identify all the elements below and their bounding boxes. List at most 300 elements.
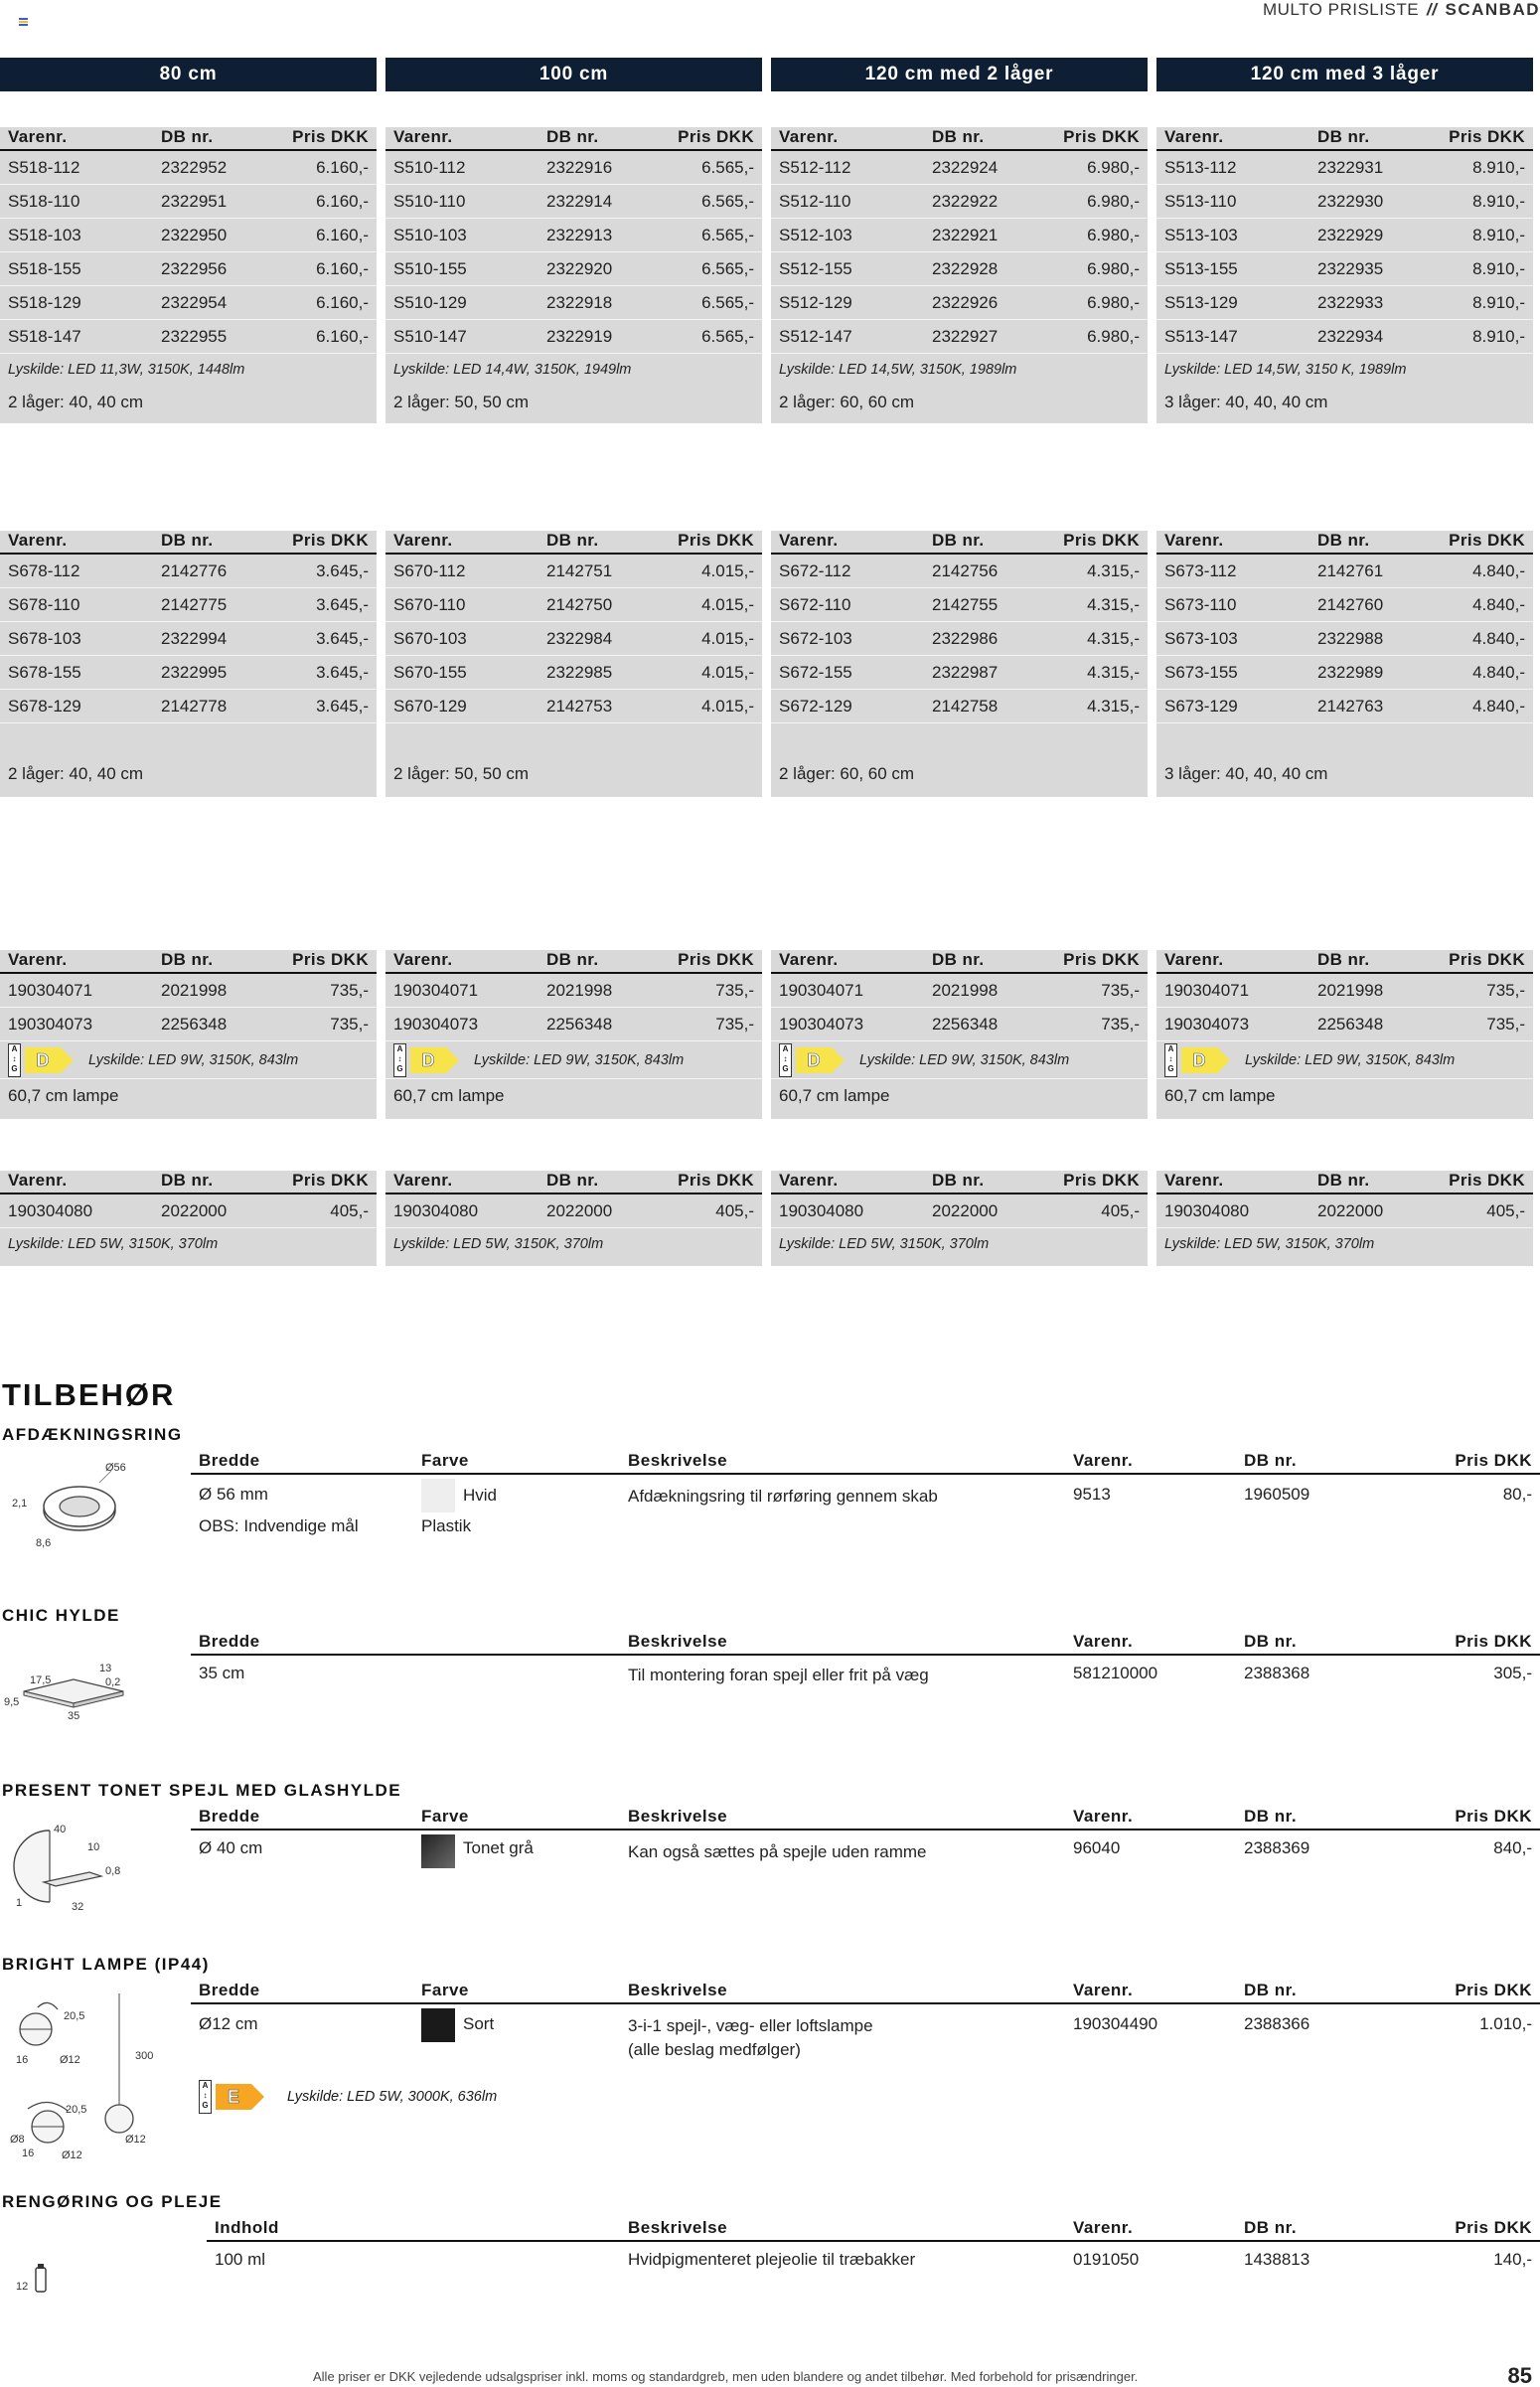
- lamp-note: 60,7 cm lampe: [1164, 1086, 1276, 1105]
- accessories-title: TILBEHØR: [2, 1377, 176, 1412]
- col-varenr: Varenr.: [393, 1171, 453, 1190]
- table-row: [771, 690, 1148, 723]
- present-dim-2: 10: [87, 1841, 100, 1853]
- cell-varenr: 9513: [1073, 1485, 1111, 1504]
- col-pris: Pris DKK: [1455, 2218, 1532, 2237]
- table-row: [1156, 1008, 1533, 1041]
- col-pris: Pris DKK: [678, 127, 754, 146]
- color-swatch: [421, 2008, 455, 2042]
- table-row: [1156, 622, 1533, 656]
- col-pris: Pris DKK: [292, 1171, 369, 1190]
- bright-table: [191, 1983, 1540, 2114]
- cell-pris: 4.315,-: [1087, 696, 1140, 716]
- cell-pris: 6.565,-: [701, 326, 754, 346]
- cell-varenr: 96040: [1073, 1838, 1121, 1857]
- table-row: [385, 622, 762, 656]
- cell-pris: 6.160,-: [316, 225, 369, 244]
- cell-db: 2322929: [1317, 225, 1384, 244]
- cell-pris: 4.840,-: [1472, 662, 1525, 682]
- cell-db: 2322952: [161, 157, 228, 177]
- col-varenr: Varenr.: [1164, 1171, 1224, 1190]
- cell-pris: 6.980,-: [1087, 326, 1140, 346]
- cell-db: 2256348: [932, 1014, 999, 1034]
- table-row: [771, 588, 1148, 622]
- cell-varenr: S672-155: [779, 662, 852, 682]
- cell-varenr: S512-155: [779, 258, 852, 278]
- cell-varenr: S678-129: [8, 696, 81, 716]
- footer-disclaimer: Alle priser er DKK vejledende udsalgspriser inkl. moms og standardgreb, men uden blandere og andet tilbehør. Med forbehold for prisændringer.: [313, 2369, 1139, 2384]
- cell-db: 2322927: [932, 326, 999, 346]
- cell-bredde: OBS: Indvendige mål: [199, 1516, 359, 1535]
- cell-db: 2022000: [161, 1200, 228, 1220]
- cell-pris: 4.315,-: [1087, 662, 1140, 682]
- bright-dim-8: Ø12: [62, 2149, 82, 2161]
- product-block-s2-1: [0, 531, 377, 797]
- table-row: [1156, 185, 1533, 219]
- cell-pris: 4.840,-: [1472, 594, 1525, 614]
- cell-pris: 4.015,-: [701, 662, 754, 682]
- cell-pris: 140,-: [1493, 2250, 1532, 2269]
- cell-db: 2322987: [932, 662, 999, 682]
- col-bredde: Bredde: [199, 1451, 260, 1470]
- table-row: [1156, 656, 1533, 690]
- table-header: [771, 1171, 1148, 1194]
- cell-varenr: 190304080: [1164, 1200, 1250, 1220]
- col-farve: Farve: [421, 1451, 469, 1470]
- cell-db: 2322924: [932, 157, 999, 177]
- table-row: [0, 219, 377, 252]
- chic-hylde-dim-5: 35: [68, 1710, 80, 1722]
- bright-dim-4: 300: [135, 2050, 154, 2062]
- cell-db: 2322926: [932, 292, 999, 312]
- cell-pris: 405,-: [1101, 1200, 1140, 1220]
- cell-db: 2322988: [1317, 628, 1384, 648]
- table-row: [771, 622, 1148, 656]
- table-row: [385, 286, 762, 320]
- light-spec: Lyskilde: LED 14,5W, 3150K, 1989lm: [779, 362, 1017, 378]
- table-row: [0, 622, 377, 656]
- cell-db: 2021998: [1317, 980, 1384, 1000]
- chic-hylde-dim-1: 17,5: [30, 1674, 52, 1686]
- chic-hylde-dim-2: 13: [99, 1663, 112, 1674]
- cell-bredde: Ø12 cm: [199, 2014, 258, 2033]
- table-row: [0, 185, 377, 219]
- table-row: [385, 219, 762, 252]
- col-db: DB nr.: [932, 531, 985, 550]
- chic-hylde-dim-3: 0,2: [105, 1676, 121, 1688]
- spacer: [0, 723, 377, 757]
- spacer: [771, 723, 1148, 757]
- light-spec: Lyskilde: LED 9W, 3150K, 843lm: [88, 1051, 299, 1068]
- col-pris: Pris DKK: [1063, 1171, 1140, 1190]
- cell-db: 2322995: [161, 662, 228, 682]
- present-table-header: [191, 1809, 1540, 1830]
- col-pris: Pris DKK: [1455, 1632, 1532, 1651]
- chic-hylde-drawing: [4, 1654, 133, 1723]
- cell-varenr: 190304071: [393, 980, 479, 1000]
- cell-db: 2142756: [932, 560, 999, 580]
- header-title: MULTO PRISLISTE: [1262, 0, 1420, 19]
- col-varenr: Varenr.: [1073, 2218, 1134, 2237]
- col-db: DB nr.: [546, 1171, 599, 1190]
- cell-varenr: S518-155: [8, 258, 81, 278]
- col-farve: Farve: [421, 1981, 469, 1999]
- light-spec: Lyskilde: LED 5W, 3150K, 370lm: [779, 1236, 990, 1252]
- cell-varenr: S512-112: [779, 157, 851, 177]
- cell-varenr: S670-155: [393, 662, 467, 682]
- light-spec: Lyskilde: LED 9W, 3150K, 843lm: [859, 1051, 1070, 1068]
- cell-pris: 735,-: [330, 980, 369, 1000]
- cell-pris: 1.010,-: [1479, 2014, 1532, 2033]
- present-title: PRESENT TONET SPEJL MED GLASHYLDE: [2, 1781, 402, 1800]
- cell-indhold: 100 ml: [215, 2250, 266, 2269]
- energy-scale-bottom: G: [782, 1063, 789, 1073]
- cell-db: 2142775: [161, 594, 228, 614]
- col-db: DB nr.: [1244, 2218, 1298, 2237]
- energy-class-badge: D: [1181, 1047, 1217, 1073]
- table-row: [191, 1475, 1540, 1512]
- cell-db: 2322922: [932, 191, 999, 211]
- cell-varenr: S672-103: [779, 628, 852, 648]
- cell-db: 2322986: [932, 628, 999, 648]
- bright-light-spec: Lyskilde: LED 5W, 3000K, 636lm: [287, 2089, 498, 2105]
- cell-pris: 735,-: [715, 1014, 754, 1034]
- col-header-120-3: 120 cm med 3 låger: [1156, 58, 1533, 91]
- table-row: [0, 1194, 377, 1228]
- cell-db: 2142758: [932, 696, 999, 716]
- cell-db: 2388366: [1244, 2014, 1310, 2033]
- cell-db: 2021998: [932, 980, 999, 1000]
- light-spec: Lyskilde: LED 11,3W, 3150K, 1448lm: [8, 362, 245, 378]
- table-row: [771, 252, 1148, 286]
- col-varenr: Varenr.: [779, 1171, 839, 1190]
- energy-scale-top: A: [11, 1043, 18, 1053]
- cell-beskrivelse-2: (alle beslag medfølger): [628, 2040, 801, 2059]
- cell-db: 2322950: [161, 225, 228, 244]
- cell-varenr: S512-103: [779, 225, 852, 244]
- table-header: [771, 127, 1148, 151]
- table-row: [191, 1512, 1540, 1536]
- col-bredde: Bredde: [199, 1632, 260, 1651]
- col-pris: Pris DKK: [1063, 531, 1140, 550]
- cell-varenr: 190304073: [1164, 1014, 1250, 1034]
- cell-pris: 3.645,-: [316, 696, 369, 716]
- cell-pris: 840,-: [1493, 1838, 1532, 1857]
- cell-varenr: S518-129: [8, 292, 81, 312]
- energy-row: [385, 1041, 762, 1079]
- cell-db: 2021998: [546, 980, 613, 1000]
- col-db: DB nr.: [546, 950, 599, 969]
- cell-pris: 8.910,-: [1472, 258, 1525, 278]
- col-pris: Pris DKK: [292, 127, 369, 146]
- table-row: [1156, 555, 1533, 588]
- col-varenr: Varenr.: [1164, 127, 1224, 146]
- energy-class-badge: D: [25, 1047, 61, 1073]
- cell-varenr: S518-112: [8, 157, 80, 177]
- table-row: [385, 185, 762, 219]
- product-block-s2-4: [1156, 531, 1533, 797]
- cell-db: 2322989: [1317, 662, 1384, 682]
- table-row: [1156, 588, 1533, 622]
- cell-varenr: S678-103: [8, 628, 81, 648]
- cell-pris: 735,-: [715, 980, 754, 1000]
- cell-bredde: Ø 56 mm: [199, 1485, 268, 1504]
- cell-varenr: S512-110: [779, 191, 851, 211]
- cell-varenr: S678-112: [8, 560, 80, 580]
- light-spec: Lyskilde: LED 5W, 3150K, 370lm: [8, 1236, 219, 1252]
- cell-varenr: 190304080: [779, 1200, 864, 1220]
- product-block-3: [771, 127, 1148, 423]
- door-note: 3 låger: 40, 40, 40 cm: [1164, 764, 1328, 783]
- cell-db: 2256348: [161, 1014, 228, 1034]
- cell-pris: 6.980,-: [1087, 292, 1140, 312]
- cell-varenr: 190304071: [779, 980, 864, 1000]
- cell-varenr: 190304080: [8, 1200, 93, 1220]
- table-row: [771, 185, 1148, 219]
- cell-beskrivelse: Afdækningsring til rørføring gennem skab: [628, 1487, 938, 1506]
- door-note: 2 låger: 50, 50 cm: [393, 393, 530, 411]
- cell-db: 2322955: [161, 326, 228, 346]
- col-varenr: Varenr.: [1073, 1632, 1134, 1651]
- col-db: DB nr.: [161, 1171, 214, 1190]
- col-pris: Pris DKK: [1063, 127, 1140, 146]
- cell-pris: 6.565,-: [701, 225, 754, 244]
- col-db: DB nr.: [1317, 1171, 1370, 1190]
- table-header: [0, 127, 377, 151]
- bright-dim-2: 16: [16, 2054, 29, 2066]
- cell-beskrivelse: Hvidpigmenteret plejeolie til træbakker: [628, 2250, 916, 2269]
- table-row: [0, 252, 377, 286]
- col-db: DB nr.: [161, 127, 214, 146]
- energy-row: [0, 1041, 377, 1079]
- col-varenr: Varenr.: [779, 950, 839, 969]
- energy-label-icon: [1164, 1043, 1217, 1077]
- present-drawing: [10, 1821, 139, 1914]
- bright-drawing: [8, 1988, 167, 2166]
- cell-pris: 8.910,-: [1472, 292, 1525, 312]
- cell-pris: 6.565,-: [701, 292, 754, 312]
- table-row: [385, 252, 762, 286]
- col-header-100: 100 cm: [385, 58, 762, 91]
- door-note: 3 låger: 40, 40, 40 cm: [1164, 393, 1328, 411]
- table-header: [1156, 127, 1533, 151]
- cell-pris: 6.565,-: [701, 157, 754, 177]
- cell-farve: Plastik: [421, 1516, 472, 1535]
- col-varenr: Varenr.: [8, 950, 68, 969]
- cell-pris: 3.645,-: [316, 560, 369, 580]
- table-row: [0, 286, 377, 320]
- cell-varenr: 190304073: [8, 1014, 93, 1034]
- col-pris: Pris DKK: [1449, 127, 1525, 146]
- afdaekningsring-drawing: [8, 1461, 137, 1550]
- cell-pris: 3.645,-: [316, 662, 369, 682]
- cell-db: 2142753: [546, 696, 613, 716]
- col-pris: Pris DKK: [292, 531, 369, 550]
- light-spec: Lyskilde: LED 9W, 3150K, 843lm: [1245, 1051, 1456, 1068]
- col-varenr: Varenr.: [393, 127, 453, 146]
- table-row: [771, 151, 1148, 185]
- cell-pris: 735,-: [330, 1014, 369, 1034]
- table-row: [0, 555, 377, 588]
- col-pris: Pris DKK: [678, 950, 754, 969]
- cell-varenr: S673-112: [1164, 560, 1237, 580]
- table-row: [771, 555, 1148, 588]
- cell-varenr: S513-112: [1164, 157, 1237, 177]
- cell-pris: 735,-: [1486, 1014, 1525, 1034]
- bright-energy-row: [191, 2062, 1540, 2114]
- energy-label-icon: [779, 1043, 832, 1077]
- cell-farve: Hvid: [463, 1486, 498, 1505]
- bright-dim-3: Ø12: [60, 2054, 80, 2066]
- cell-pris: 4.015,-: [701, 696, 754, 716]
- energy-label-icon: [393, 1043, 446, 1077]
- cell-varenr: S510-129: [393, 292, 467, 312]
- col-varenr: Varenr.: [779, 127, 839, 146]
- col-pris: Pris DKK: [1455, 1981, 1532, 1999]
- header-brand: SCANBAD: [1445, 0, 1540, 19]
- cell-db: 2022000: [546, 1200, 613, 1220]
- col-db: DB nr.: [932, 127, 985, 146]
- door-note: 2 låger: 60, 60 cm: [779, 764, 915, 783]
- cell-varenr: 190304080: [393, 1200, 479, 1220]
- cell-pris: 735,-: [1101, 980, 1140, 1000]
- col-varenr: Varenr.: [8, 127, 68, 146]
- afdaekningsring-dim-3: 8,6: [36, 1537, 52, 1549]
- table-row: [0, 974, 377, 1008]
- cell-db: 2322933: [1317, 292, 1384, 312]
- color-swatch: [421, 1479, 455, 1512]
- cell-varenr: S672-112: [779, 560, 851, 580]
- table-row: [1156, 286, 1533, 320]
- cell-varenr: S670-103: [393, 628, 467, 648]
- table-row: [385, 151, 762, 185]
- table-row: [1156, 690, 1533, 723]
- energy-label-icon: A ↕ G E: [199, 2080, 251, 2114]
- cell-db: 2142778: [161, 696, 228, 716]
- cell-pris: 6.160,-: [316, 326, 369, 346]
- energy-class-badge: E: [216, 2084, 251, 2110]
- col-pris: Pris DKK: [1449, 531, 1525, 550]
- table-row: [771, 219, 1148, 252]
- cell-farve: Tonet grå: [463, 1838, 534, 1857]
- table-header: [771, 531, 1148, 555]
- cell-pris: 4.015,-: [701, 560, 754, 580]
- cell-varenr: S672-110: [779, 594, 851, 614]
- afdaekningsring-dim-1: Ø56: [105, 1462, 126, 1474]
- cell-pris: 6.980,-: [1087, 191, 1140, 211]
- cell-pris: 4.315,-: [1087, 594, 1140, 614]
- cell-db: 2322994: [161, 628, 228, 648]
- afdaekningsring-table: [191, 1453, 1540, 1536]
- col-pris: Pris DKK: [1449, 1171, 1525, 1190]
- cell-pris: 6.565,-: [701, 191, 754, 211]
- table-row: [771, 320, 1148, 354]
- energy-scale: A ↕ G: [779, 1043, 792, 1077]
- col-pris: Pris DKK: [1449, 950, 1525, 969]
- cell-pris: 6.980,-: [1087, 157, 1140, 177]
- cell-db: 2142763: [1317, 696, 1384, 716]
- chic-hylde-table-header: [191, 1634, 1540, 1656]
- table-row: [0, 690, 377, 723]
- cell-db: 2322928: [932, 258, 999, 278]
- cell-farve: Sort: [463, 2014, 495, 2033]
- lamp-small-block-3: [771, 1171, 1148, 1266]
- cell-db: 2256348: [546, 1014, 613, 1034]
- cell-db: 2322951: [161, 191, 228, 211]
- cell-varenr: S513-110: [1164, 191, 1237, 211]
- lamp-block-1: [0, 950, 377, 1119]
- bright-title: BRIGHT LAMPE (IP44): [2, 1955, 210, 1974]
- cell-db: 2322931: [1317, 157, 1384, 177]
- cell-varenr: S518-147: [8, 326, 81, 346]
- table-row: [385, 320, 762, 354]
- col-pris: Pris DKK: [292, 950, 369, 969]
- energy-scale: A ↕ G: [393, 1043, 406, 1077]
- table-header: [0, 1171, 377, 1194]
- energy-row: [1156, 1041, 1533, 1079]
- table-row: [385, 555, 762, 588]
- cell-db: 2142760: [1317, 594, 1384, 614]
- cell-varenr: S670-129: [393, 696, 467, 716]
- col-db: DB nr.: [161, 950, 214, 969]
- rengoring-title: RENGØRING OG PLEJE: [2, 2192, 223, 2211]
- door-note: 2 låger: 40, 40 cm: [8, 393, 144, 411]
- energy-scale-bottom: G: [11, 1063, 18, 1073]
- table-header: [385, 127, 762, 151]
- table-row: [385, 656, 762, 690]
- cell-varenr: S670-112: [393, 560, 466, 580]
- cell-varenr: S518-103: [8, 225, 81, 244]
- lamp-note: 60,7 cm lampe: [8, 1086, 119, 1105]
- rengoring-table-header: [207, 2220, 1540, 2242]
- lamp-note: 60,7 cm lampe: [393, 1086, 505, 1105]
- column-headers: [0, 58, 1540, 91]
- cell-db: 1960509: [1244, 1485, 1310, 1504]
- table-row: [1156, 252, 1533, 286]
- col-varenr: Varenr.: [8, 1171, 68, 1190]
- table-row: [1156, 974, 1533, 1008]
- energy-class-badge: D: [410, 1047, 446, 1073]
- col-db: DB nr.: [1244, 1807, 1298, 1826]
- table-header: [385, 950, 762, 974]
- cell-varenr: 190304071: [8, 980, 93, 1000]
- cell-varenr: S672-129: [779, 696, 852, 716]
- energy-scale-top: A: [1167, 1043, 1174, 1053]
- page-number: 85: [1507, 2363, 1532, 2387]
- table-row: [771, 286, 1148, 320]
- table-header: [385, 531, 762, 555]
- table-row: [1156, 320, 1533, 354]
- cell-pris: 405,-: [715, 1200, 754, 1220]
- energy-label-icon: [8, 1043, 61, 1077]
- lamp-block-4: [1156, 950, 1533, 1119]
- table-row: [1156, 151, 1533, 185]
- cell-db: 2022000: [1317, 1200, 1384, 1220]
- spacer: [385, 723, 762, 757]
- light-spec: Lyskilde: LED 14,4W, 3150K, 1949lm: [393, 362, 632, 378]
- col-db: DB nr.: [1244, 1451, 1298, 1470]
- col-db: DB nr.: [546, 127, 599, 146]
- afdaekningsring-dim-2: 2,1: [12, 1498, 28, 1510]
- cell-db: 2322934: [1317, 326, 1384, 346]
- energy-scale-bottom: G: [202, 2101, 209, 2110]
- table-row: [0, 151, 377, 185]
- cell-pris: 3.645,-: [316, 628, 369, 648]
- cell-varenr: 190304073: [393, 1014, 479, 1034]
- rengoring-table: [207, 2220, 1540, 2270]
- energy-scale-top: A: [782, 1043, 789, 1053]
- chic-hylde-title: CHIC HYLDE: [2, 1606, 120, 1625]
